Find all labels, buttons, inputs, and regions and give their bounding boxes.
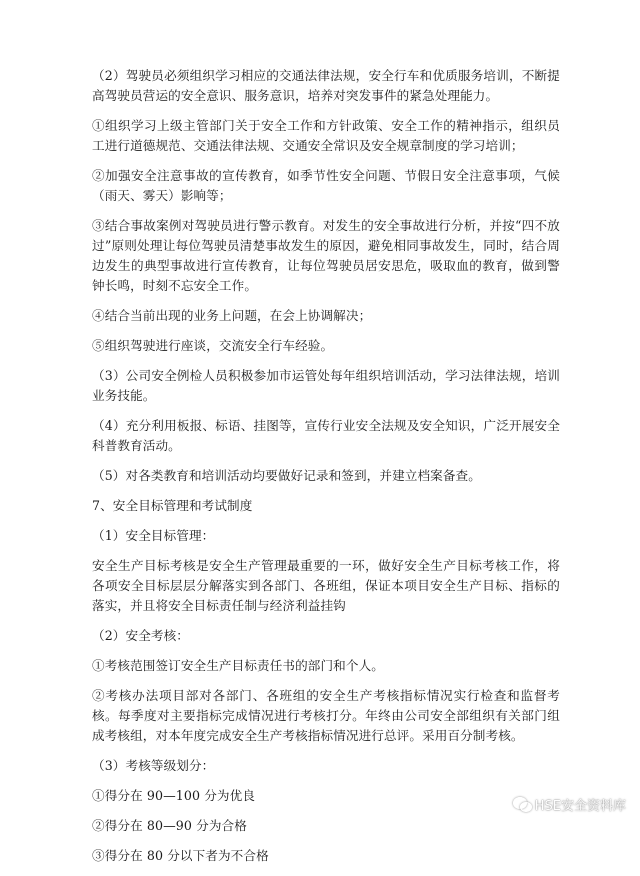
paragraph-item-1-study: ①组织学习上级主管部门关于安全工作和方针政策、安全工作的精神指示，组织员工进行道德规范、交通法律法规、交通安全常识及安全规章制度的学习培训； [92, 118, 560, 153]
paragraph-grade-pass: ②得分在 80—90 分为合格 [92, 818, 247, 833]
section-heading-target-management: 7、安全目标管理和考试制度 [92, 498, 253, 513]
document-body [92, 66, 560, 876]
watermark [513, 795, 626, 814]
paragraph-inspector-training: （3）公司安全例检人员积极参加市运管处每年组织培训活动，学习法律法规，培训业务技能。 [92, 368, 560, 403]
paragraph-target-assessment: 安全生产目标考核是安全生产管理最重要的一环，做好安全生产目标考核工作，将各项安全目标层层分解落实到各部门、各班组，保证本项目安全生产目标、指标的落实，并且将安全目标责任制与经济利益挂钩 [92, 558, 560, 613]
paragraph-driver-training: （2）驾驶员必须组织学习相应的交通法律法规，安全行车和优质服务培训，不断提高驾驶员营运的安全意识、服务意识，培养对突发事件的紧急处理能力。 [92, 68, 560, 103]
paragraph-item-2-publicity: ②加强安全注意事故的宣传教育，如季节性安全问题、节假日安全注意事项，气候（雨天、雾天）影响等； [92, 168, 560, 203]
paragraph-grade-excellent: ①得分在 90—100 分为优良 [92, 788, 256, 803]
paragraph-item-5-discussion: ⑤组织驾驶进行座谈，交流安全行车经验。 [92, 338, 334, 353]
subheading-target-management: （1）安全目标管理： [92, 528, 215, 543]
paragraph-assessment-scope: ①考核范围签订安全生产目标责任书的部门和个人。 [92, 658, 384, 673]
paragraph-grade-fail: ③得分在 80 分以下者为不合格 [92, 848, 269, 863]
paragraph-assessment-method: ②考核办法项目部对各部门、各班组的安全生产考核指标情况实行检查和监督考核。每季度对主要指标完成情况进行考核打分。年终由公司安全部组织有关部门组成考核组，对本年度完成安全生产考核指标情况进行总评。采用百分制考核。 [92, 688, 560, 743]
paragraph-records: （5）对各类教育和培训活动均要做好记录和签到，并建立档案备查。 [92, 468, 481, 483]
paragraph-publicity-materials: （4）充分利用板报、标语、挂图等，宣传行业安全法规及安全知识，广泛开展安全科普教育活动。 [92, 418, 560, 453]
wechat-icon [513, 797, 531, 812]
paragraph-item-4-business-issues: ④结合当前出现的业务上问题，在会上协调解决； [92, 308, 372, 323]
paragraph-item-3-case-warning: ③结合事故案例对驾驶员进行警示教育。对发生的安全事故进行分析，并按“四不放过”原则处理让每位驾驶员清楚事故发生的原因，避免相同事故发生，同时，结合周边发生的典型事故进行宣传教育，让每位驾驶员居安思危，吸取血的教育，做到警钟长鸣，时刻不忘安全工作。 [92, 218, 560, 293]
subheading-grade-levels: （3）考核等级划分： [92, 758, 215, 773]
watermark-text: HSE安全资料库 [534, 799, 626, 814]
subheading-safety-assessment: （2）安全考核： [92, 628, 189, 643]
